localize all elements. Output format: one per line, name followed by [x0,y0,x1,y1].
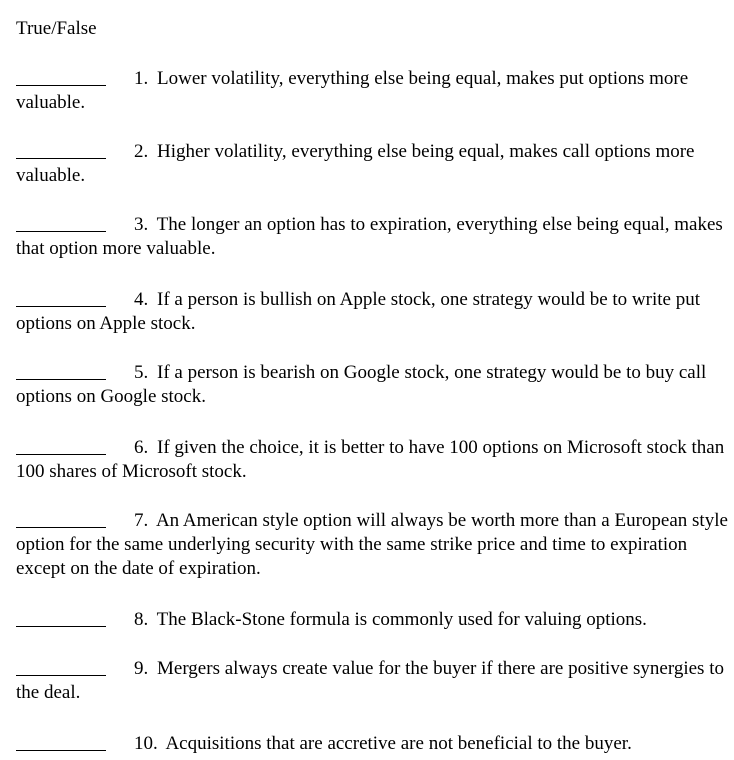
question-text: Mergers always create value for the buyer if there are positive synergies to the deal. [16,658,724,703]
answer-blank-1[interactable] [16,66,106,86]
question-4 [16,285,728,336]
worksheet [16,17,728,756]
answer-blank-4[interactable] [16,287,106,307]
question-number: 7. [134,510,149,531]
question-number: 4. [134,289,149,310]
question-text: If a person is bearish on Google stock, one strategy would be to buy call options on Google stock. [16,362,707,407]
question-3 [16,210,728,261]
question-7 [16,506,728,581]
answer-blank-8[interactable] [16,607,106,627]
question-text: The Black-Stone formula is commonly used for valuing options. [156,609,647,630]
question-2 [16,137,728,188]
question-text: Lower volatility, everything else being equal, makes put options more valuable. [16,68,689,113]
answer-blank-7[interactable] [16,508,106,528]
question-10 [16,729,728,756]
question-8 [16,605,728,632]
question-number: 2. [134,141,149,162]
question-9 [16,654,728,705]
question-text: Higher volatility, everything else being equal, makes call options more valuable. [16,141,695,186]
question-text: If a person is bullish on Apple stock, one strategy would be to write put options on Apple stock. [16,289,700,334]
question-number: 5. [134,362,149,383]
question-number: 8. [134,609,149,630]
question-number: 6. [134,437,149,458]
question-6 [16,433,728,484]
answer-blank-6[interactable] [16,435,106,455]
section-heading: True/False [16,18,97,39]
question-number: 3. [134,214,149,235]
question-text: An American style option will always be worth more than a European style option for the same underlying security with the same strike price and time to expiration except on the date of expiration. [16,510,728,579]
question-number: 10. [134,733,158,754]
question-number: 9. [134,658,149,679]
question-1 [16,64,728,115]
question-5 [16,358,728,409]
answer-blank-3[interactable] [16,212,106,232]
answer-blank-2[interactable] [16,139,106,159]
question-text: If given the choice, it is better to have 100 options on Microsoft stock than 100 shares of Microsoft stock. [16,437,725,482]
answer-blank-5[interactable] [16,360,106,380]
answer-blank-9[interactable] [16,656,106,676]
question-text: The longer an option has to expiration, everything else being equal, makes that option more valuable. [16,214,723,259]
answer-blank-10[interactable] [16,731,106,751]
question-text: Acquisitions that are accretive are not beneficial to the buyer. [165,733,632,754]
question-number: 1. [134,68,149,89]
